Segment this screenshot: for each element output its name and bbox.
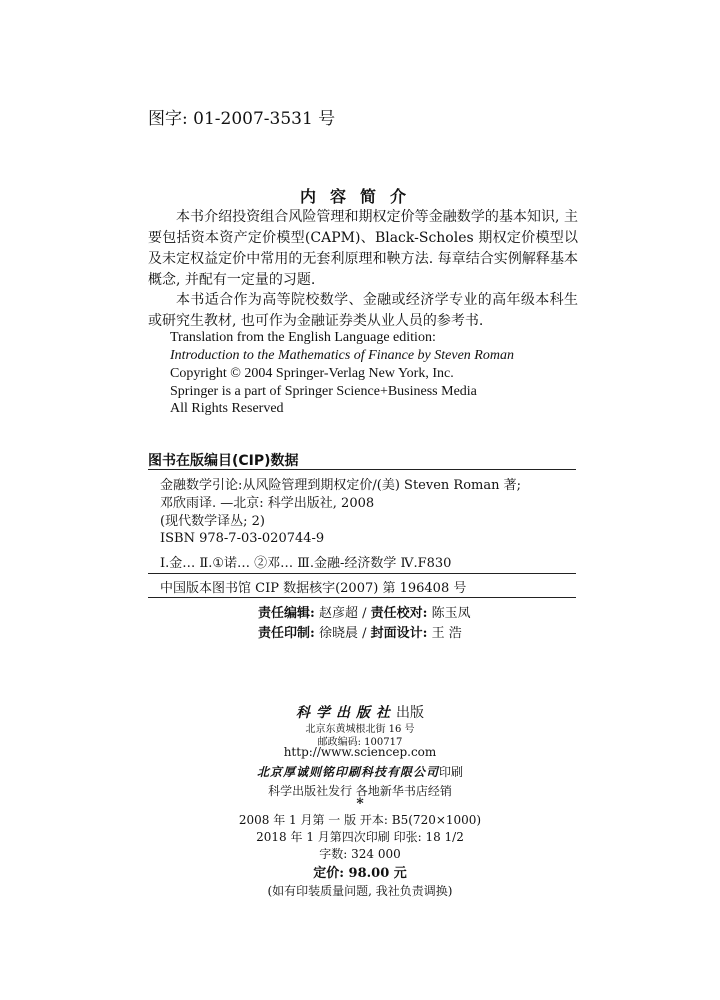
- distribution-line: 科学出版社发行 各地新华书店经销: [268, 784, 452, 798]
- printer-suffix: 印刷: [439, 765, 464, 779]
- cip-line-1: 金融数学引论:从风险管理到期权定价/(美) Steven Roman 著;: [160, 478, 521, 493]
- cip-top-rule: [148, 469, 576, 470]
- staff-separator: /: [362, 626, 367, 641]
- word-count: 字数: 324 000: [319, 847, 401, 861]
- print-label: 责任印制:: [258, 626, 315, 641]
- staff-separator: /: [362, 606, 367, 621]
- cip-isbn: ISBN 978-7-03-020744-9: [160, 531, 325, 546]
- original-title-line: Introduction to the Mathematics of Finance by Steven Roman: [170, 348, 514, 363]
- translation-source-line: Translation from the English Language edition:: [170, 330, 436, 345]
- printer-line: [0, 763, 720, 780]
- publisher-line: [0, 702, 720, 722]
- publisher-postcode: 邮政编码: 100717: [317, 737, 403, 748]
- cover-label: 封面设计:: [370, 626, 428, 641]
- proof-name: 陈玉凤: [431, 606, 471, 621]
- publisher-suffix: 出版: [396, 705, 424, 721]
- summary-paragraph-1: 本书介绍投资组合风险管理和期权定价等金融数学的基本知识, 主要包括资本资产定价模型(CAPM)、Black-Scholes 期权定价模型以及未定权益定价中常用的无套利原理和鞅方法. 每章结合实例解释基本概念, 并配有一定量的习题.: [148, 209, 578, 288]
- quality-notice: (如有印装质量问题, 我社负责调换): [267, 884, 453, 898]
- cip-bottom-rule: [148, 597, 576, 598]
- edition-line: 2008 年 1 月第 一 版 开本: B5(720×1000): [238, 813, 482, 827]
- separator-star: *: [356, 796, 364, 812]
- proof-label: 责任校对:: [370, 606, 428, 621]
- summary-title: 内容简介: [299, 187, 420, 206]
- springer-line: Springer is a part of Springer Science+Business Media: [170, 384, 477, 399]
- cip-classification: Ⅰ.金… Ⅱ.①诺… ②邓… Ⅲ.金融-经济数学 Ⅳ.F830: [160, 556, 452, 571]
- price: 定价: 98.00 元: [313, 866, 407, 881]
- rights-line: All Rights Reserved: [170, 401, 284, 416]
- staff-line-1: [258, 602, 471, 621]
- printer-name: 北京厚诚则铭印刷科技有限公司: [256, 765, 439, 779]
- cip-line-3: (现代数学译丛; 2): [160, 514, 265, 529]
- editor-label: 责任编辑:: [258, 606, 315, 621]
- cip-record: 中国版本图书馆 CIP 数据核字(2007) 第 196408 号: [160, 581, 467, 596]
- copyright-line: Copyright © 2004 Springer-Verlag New York, Inc.: [170, 366, 454, 381]
- cover-name: 王 浩: [431, 626, 462, 641]
- print-name: 徐晓晨: [318, 626, 358, 641]
- editor-name: 赵彦超: [318, 606, 358, 621]
- publisher-name: 科学出版社: [296, 705, 396, 721]
- publisher-address: 北京东黄城根北街 16 号: [305, 724, 415, 735]
- publisher-url: http://www.sciencep.com: [283, 745, 437, 759]
- copyright-registration-number: 图字: 01-2007-3531 号: [148, 109, 336, 129]
- staff-line-2: [258, 622, 462, 641]
- cip-line-2: 邓欣雨译. —北京: 科学出版社, 2008: [160, 496, 375, 511]
- summary-paragraph-2: 本书适合作为高等院校数学、金融或经济学专业的高年级本科生或研究生教材, 也可作为金融证券类从业人员的参考书.: [148, 292, 578, 329]
- printing-line: 2018 年 1 月第四次印刷 印张: 18 1/2: [256, 830, 464, 844]
- cip-title: 图书在版编目(CIP)数据: [148, 453, 299, 469]
- cip-mid-rule: [148, 573, 576, 574]
